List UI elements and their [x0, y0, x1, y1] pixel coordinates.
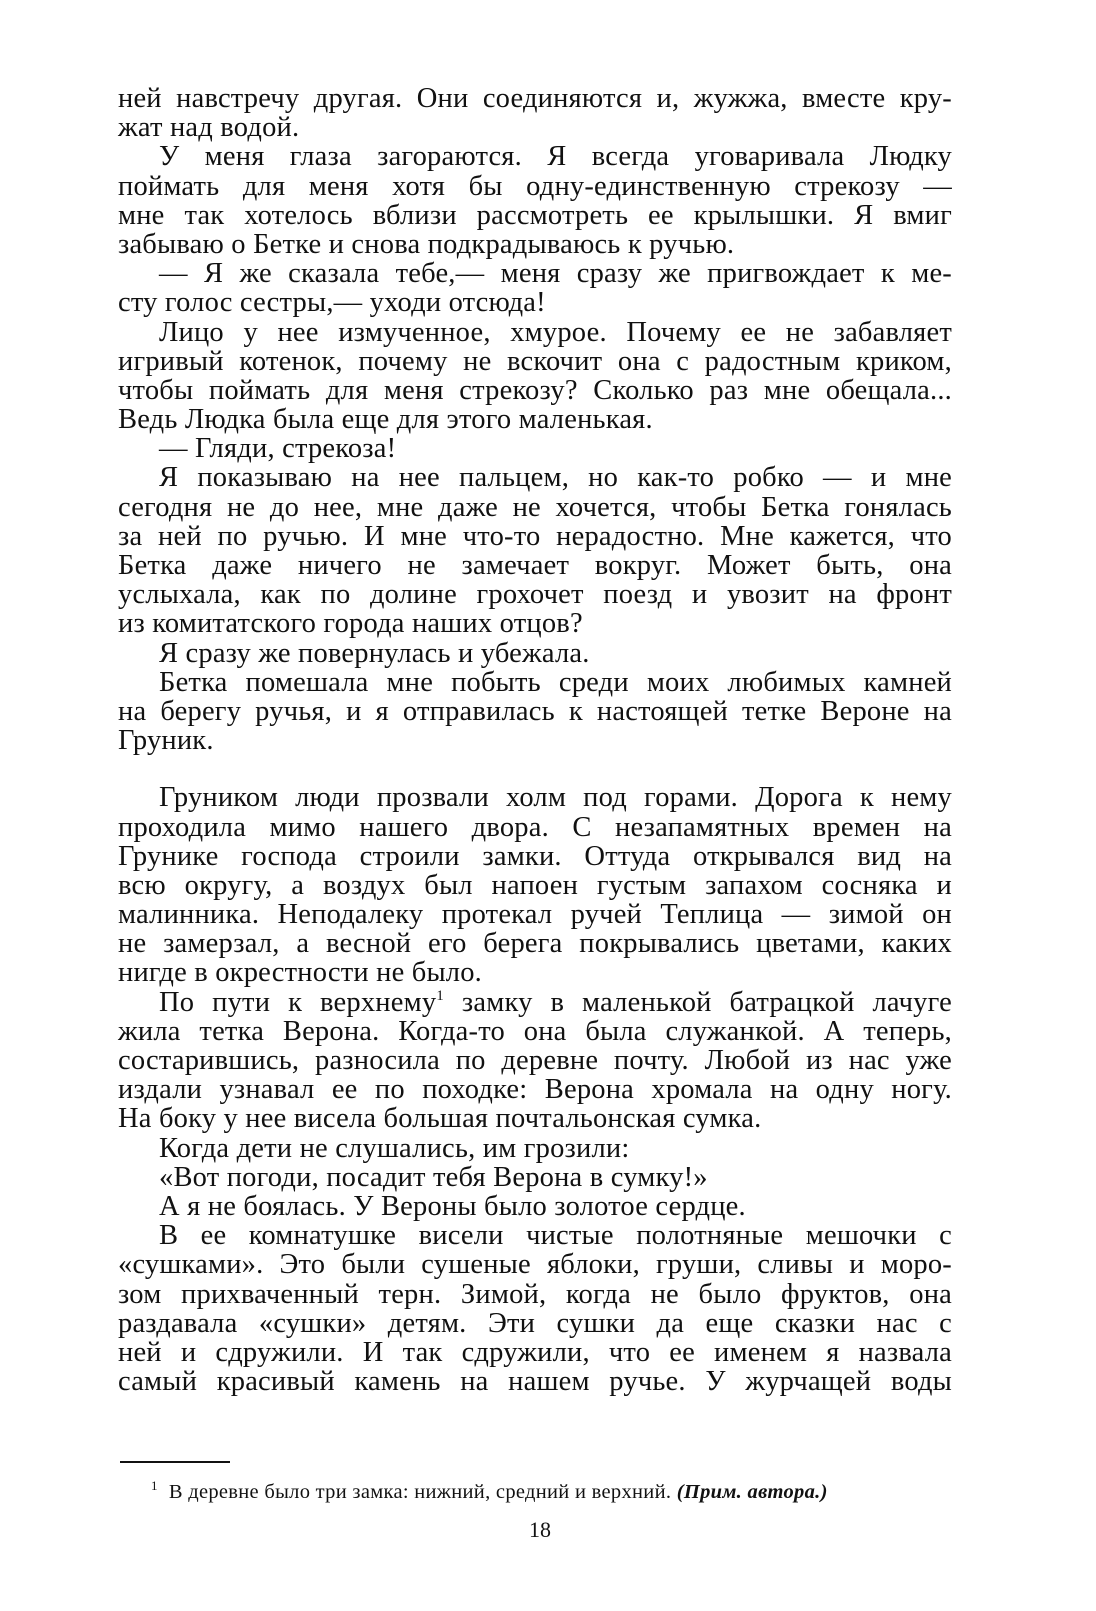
text-line: нигде в окрестности не было.: [118, 957, 483, 989]
text-line: мне так хотелось вблизи рассмотреть ее крылышки. Я вмиг: [118, 199, 952, 231]
text-line: раздавала «сушки» детям. Эти сушки да еще сказки нас с: [118, 1307, 952, 1339]
footnote-marker: 1: [151, 1478, 158, 1493]
footnote-text: В деревне было три замка: нижний, средний и верхний.: [168, 1481, 677, 1503]
text-line: жат над водой.: [118, 112, 300, 144]
text-line: Я сразу же повернулась и убежала.: [159, 637, 590, 669]
text-line: Груником люди прозвали холм под горами. Дорога к нему: [159, 782, 952, 814]
text-line: В ее комнатушке висели чистые полотняные мешочки с: [159, 1220, 952, 1252]
text-line: самый красивый камень на нашем ручье. У журчащей воды: [118, 1366, 952, 1398]
text-line: Груник.: [118, 725, 214, 757]
text-line: Когда дети не слушались, им грозили:: [159, 1132, 630, 1164]
text-line: Лицо у нее измученное, хмурое. Почему ее не забавляет: [159, 316, 952, 348]
text-line: из комитатского города наших отцов?: [118, 608, 583, 640]
text-line: У меня глаза загораются. Я всегда уговаривала Людку: [159, 141, 952, 173]
text-line: — Гляди, стрекоза!: [159, 433, 397, 465]
text-line: состарившись, разносила по деревне почту. Любой из нас уже: [118, 1045, 952, 1076]
text-line: на берегу ручья, и я отправилась к настоящей тетке Вероне на: [118, 695, 952, 727]
text-line: игривый котенок, почему не вскочит она с радостным криком,: [118, 345, 952, 377]
text-line: Бетка даже ничего не замечает вокруг. Может быть, она: [118, 550, 952, 581]
text-line: всю округу, а воздух был напоен густым запахом сосняка и: [118, 869, 952, 901]
footnote-reference: 1: [436, 987, 444, 1004]
text-line: жила тетка Верона. Когда-то она была служанкой. А теперь,: [118, 1015, 952, 1047]
text-line: не замерзал, а весной его берега покрывались цветами, каких: [118, 928, 952, 960]
text-line: сту голос сестры,— уходи отсюда!: [118, 287, 546, 319]
text-line: зом прихваченный терн. Зимой, когда не было фруктов, она: [118, 1278, 952, 1310]
section-break: [118, 755, 952, 783]
text-line: чтобы поймать для меня стрекозу? Сколько раз мне обещала...: [118, 374, 952, 406]
text-line: Грунике господа строили замки. Оттуда открывался вид на: [118, 840, 952, 872]
text-line: Я показываю на нее пальцем, но как-то робко — и мне: [159, 462, 952, 494]
text-line: услыхала, как по долине грохочет поезд и увозит на фронт: [118, 579, 952, 611]
text-line: «сушками». Это были сушеные яблоки, груши, сливы и моро-: [118, 1249, 952, 1281]
text-line: На боку у нее висела большая почтальонская сумка.: [118, 1103, 762, 1135]
text-line: издали узнавал ее по походке: Верона хромала на одну ногу.: [118, 1074, 952, 1106]
text-line: Бетка помешала мне побыть среди моих любимых камней: [159, 666, 952, 698]
footnote-separator: [120, 1461, 230, 1463]
text-line: А я не боялась. У Вероны было золотое сердце.: [159, 1190, 746, 1222]
text-line: ней навстречу другая. Они соединяются и, жужжа, вместе кру-: [118, 83, 952, 114]
body-text: [118, 84, 952, 1396]
text-line: поймать для меня хотя бы одну-единственную стрекозу —: [118, 170, 952, 202]
text-line: По пути к верхнему$^1$ замку в маленькой батрацкой лачуге: [159, 986, 952, 1018]
text-line: ней и сдружили. И так сдружили, что ее именем я назвала: [118, 1336, 952, 1368]
text-line: сегодня не до нее, мне даже не хочется, чтобы Бетка гонялась: [118, 491, 952, 523]
text-line: малинника. Неподалеку протекал ручей Теплица — зимой он: [118, 899, 952, 931]
footnote: [151, 1473, 951, 1505]
text-line: Ведь Людка была еще для этого маленькая.: [118, 404, 653, 436]
text-line: — Я же сказала тебе,— меня сразу же пригвождает к ме-: [159, 258, 952, 290]
footnote-author-note: (Прим. автора.): [676, 1481, 828, 1503]
page-number: 18: [529, 1517, 551, 1542]
text-line: забываю о Бетке и снова подкрадываюсь к ручью.: [118, 228, 735, 260]
text-line: за ней по ручью. И мне что-то нерадостно. Мне кажется, что: [118, 520, 952, 552]
text-line: «Вот погоди, посадит тебя Верона в сумку!»: [159, 1161, 708, 1193]
text-line: проходила мимо нашего двора. С незапамятных времен на: [118, 811, 952, 843]
